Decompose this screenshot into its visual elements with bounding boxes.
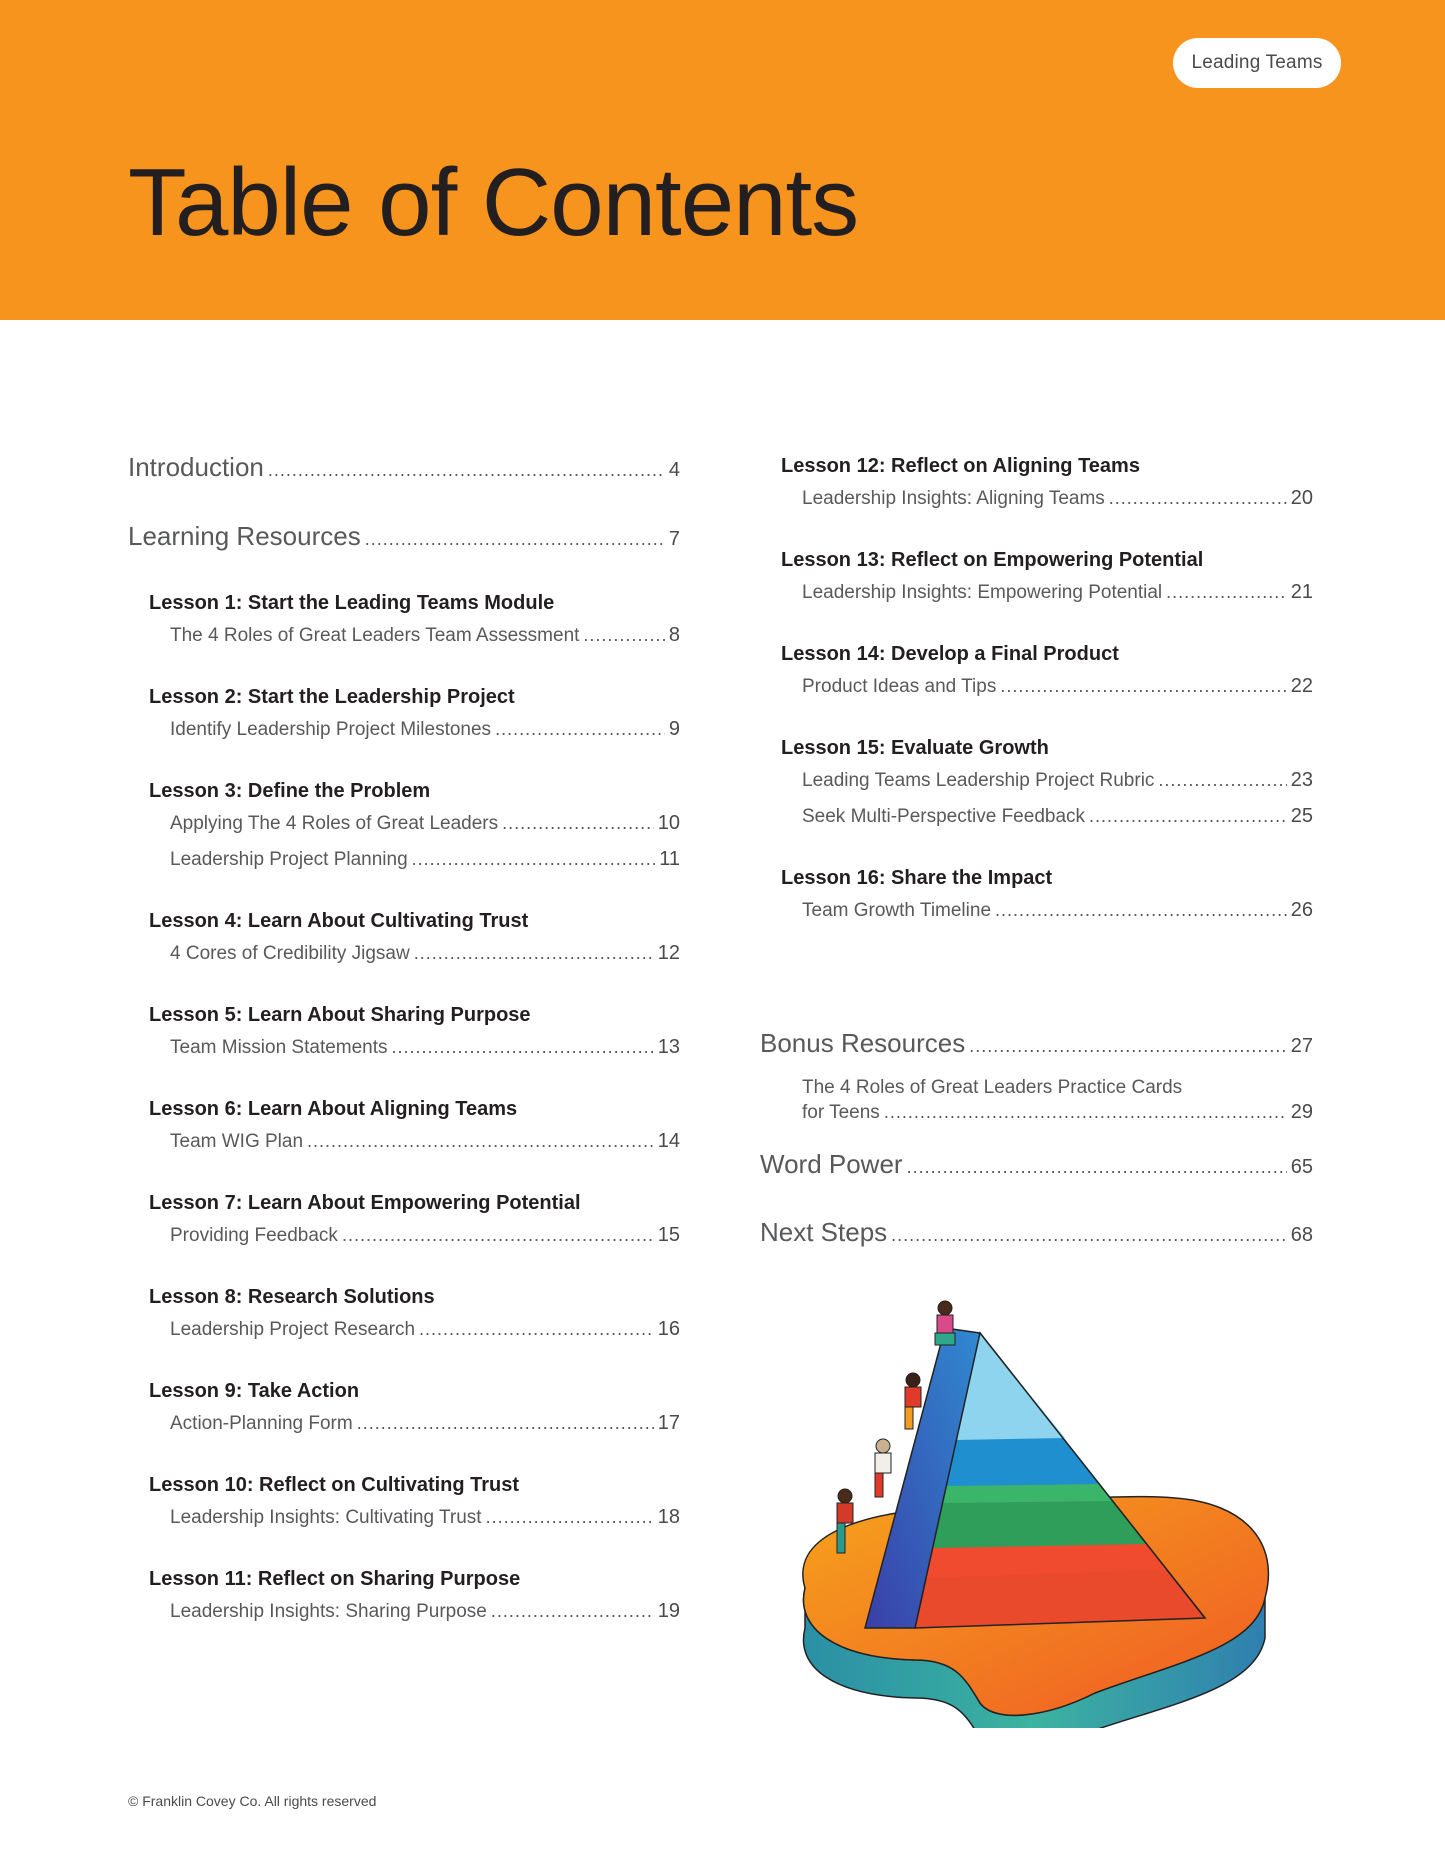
dot-leader <box>1089 798 1287 834</box>
toc-entry-bonus-resources[interactable] <box>760 1028 1313 1062</box>
toc-entry-label-line2: for Teens <box>802 1102 880 1123</box>
lesson-heading[interactable]: Lesson 16: Share the Impact <box>781 867 1053 889</box>
lesson-heading[interactable]: Lesson 1: Start the Leading Teams Module <box>149 592 555 614</box>
toc-sub-entry[interactable] <box>760 798 1313 834</box>
page-title: Table of Contents <box>128 149 859 256</box>
dot-leader <box>412 841 656 877</box>
toc-page-number: 12 <box>657 942 680 964</box>
toc-page-number: 25 <box>1290 805 1313 827</box>
toc-entry-next-steps[interactable] <box>760 1217 1313 1251</box>
toc-page-number: 19 <box>657 1600 680 1622</box>
toc-entry-label: Leadership Insights: Empowering Potential <box>802 582 1163 603</box>
dot-leader <box>969 1036 1287 1057</box>
lesson-heading[interactable]: Lesson 14: Develop a Final Product <box>781 643 1119 665</box>
dot-leader <box>1000 668 1286 704</box>
toc-sub-entry[interactable] <box>760 574 1313 610</box>
toc-page-number: 13 <box>657 1036 680 1058</box>
toc-page-number: 10 <box>657 812 680 834</box>
dot-leader <box>1166 574 1287 610</box>
copyright-footer: © Franklin Covey Co. All rights reserved <box>128 1793 377 1809</box>
toc-page-number: 14 <box>657 1130 680 1152</box>
toc-page-number: 9 <box>668 718 680 740</box>
toc-sub-entry[interactable] <box>128 1499 680 1535</box>
dot-leader <box>891 1225 1287 1246</box>
header-banner <box>0 0 1445 320</box>
toc-page-number: 29 <box>1290 1101 1313 1123</box>
toc-page-number: 22 <box>1290 675 1313 697</box>
dot-leader <box>583 617 664 653</box>
toc-page-number: 17 <box>657 1412 680 1434</box>
toc-entry-introduction[interactable] <box>128 452 680 486</box>
toc-sub-entry[interactable] <box>128 805 680 841</box>
dot-leader <box>884 1100 1287 1124</box>
lesson-heading[interactable]: Lesson 10: Reflect on Cultivating Trust <box>149 1474 520 1496</box>
lesson-heading[interactable]: Lesson 12: Reflect on Aligning Teams <box>781 455 1140 477</box>
toc-entry-label: Learning Resources <box>128 521 361 551</box>
dot-leader <box>995 892 1287 928</box>
toc-entry-label: Action-Planning Form <box>170 1413 353 1434</box>
toc-sub-entry[interactable] <box>128 1217 680 1253</box>
toc-entry-label: Leadership Project Research <box>170 1319 416 1340</box>
dot-leader <box>907 1157 1287 1178</box>
dot-leader <box>307 1123 654 1159</box>
toc-entry-label: Leadership Insights: Cultivating Trust <box>170 1507 482 1528</box>
toc-entry-label: Leadership Project Planning <box>170 849 408 870</box>
toc-entry-label: Team WIG Plan <box>170 1131 304 1152</box>
dot-leader <box>414 935 654 971</box>
lesson-heading[interactable]: Lesson 6: Learn About Aligning Teams <box>149 1098 518 1120</box>
toc-entry-word-power[interactable] <box>760 1149 1313 1183</box>
toc-entry-label: Leading Teams Leadership Project Rubric <box>802 770 1155 791</box>
toc-page-number: 26 <box>1290 899 1313 921</box>
dot-leader <box>419 1311 654 1347</box>
dot-leader <box>1109 480 1287 516</box>
toc-page-number: 15 <box>657 1224 680 1246</box>
toc-page-number: 20 <box>1290 487 1313 509</box>
toc-entry-label: Identify Leadership Project Milestones <box>170 719 492 740</box>
lesson-heading[interactable]: Lesson 4: Learn About Cultivating Trust <box>149 910 529 932</box>
toc-page-number: 68 <box>1290 1224 1313 1246</box>
toc-entry-label: 4 Cores of Credibility Jigsaw <box>170 943 410 964</box>
lesson-heading[interactable]: Lesson 3: Define the Problem <box>149 780 431 802</box>
lesson-heading[interactable]: Lesson 11: Reflect on Sharing Purpose <box>149 1568 521 1590</box>
toc-sub-entry[interactable] <box>760 480 1313 516</box>
toc-entry-label: Word Power <box>760 1149 903 1179</box>
toc-entry-label: Applying The 4 Roles of Great Leaders <box>170 813 499 834</box>
dot-leader <box>357 1405 654 1441</box>
toc-entry-label: Leadership Insights: Aligning Teams <box>802 488 1105 509</box>
toc-sub-entry[interactable] <box>760 762 1313 798</box>
toc-entry-label: Next Steps <box>760 1217 888 1247</box>
toc-page-number: 21 <box>1290 581 1313 603</box>
dot-leader <box>392 1029 654 1065</box>
dot-leader <box>491 1593 654 1629</box>
lesson-heading[interactable]: Lesson 13: Reflect on Empowering Potential <box>781 549 1204 571</box>
toc-page-number: 8 <box>668 624 680 646</box>
lesson-heading[interactable]: Lesson 2: Start the Leadership Project <box>149 686 515 708</box>
toc-entry-practice-cards[interactable] <box>760 1076 1313 1125</box>
toc-entry-label-line1: The 4 Roles of Great Leaders Practice Cards <box>802 1077 1183 1098</box>
toc-page-number: 27 <box>1290 1035 1313 1057</box>
toc-sub-entry[interactable] <box>128 841 680 877</box>
toc-sub-entry[interactable] <box>128 935 680 971</box>
toc-page-number: 23 <box>1290 769 1313 791</box>
toc-sub-entry[interactable] <box>128 711 680 747</box>
toc-page-number: 65 <box>1290 1156 1313 1178</box>
lesson-heading[interactable]: Lesson 5: Learn About Sharing Purpose <box>149 1004 531 1026</box>
dot-leader <box>342 1217 654 1253</box>
toc-page-number: 11 <box>659 848 680 870</box>
toc-sub-entry[interactable] <box>128 617 680 653</box>
dot-leader <box>1158 762 1286 798</box>
lesson-heading[interactable]: Lesson 8: Research Solutions <box>149 1286 435 1308</box>
dot-leader <box>268 460 665 481</box>
toc-page-number: 18 <box>657 1506 680 1528</box>
toc-entry-label: Seek Multi-Perspective Feedback <box>802 806 1086 827</box>
toc-left-column <box>128 452 680 1629</box>
lesson-heading[interactable]: Lesson 9: Take Action <box>149 1380 360 1402</box>
toc-page-number: 16 <box>657 1318 680 1340</box>
toc-entry-label: Providing Feedback <box>170 1225 338 1246</box>
toc-entry-learning-resources[interactable] <box>128 521 680 555</box>
toc-sub-entry[interactable] <box>128 1311 680 1347</box>
toc-sub-entry[interactable] <box>128 1405 680 1441</box>
dot-leader <box>486 1499 654 1535</box>
toc-sub-entry[interactable] <box>760 668 1313 704</box>
toc-page-number: 7 <box>668 528 680 550</box>
toc-sub-entry[interactable] <box>128 1123 680 1159</box>
toc-entry-label: Product Ideas and Tips <box>802 676 997 697</box>
toc-entry-label: Leadership Insights: Sharing Purpose <box>170 1601 487 1622</box>
toc-page-number: 4 <box>668 459 680 481</box>
toc-sub-entry[interactable] <box>760 892 1313 928</box>
toc-sub-entry[interactable] <box>128 1593 680 1629</box>
dot-leader <box>502 805 654 841</box>
toc-entry-label: Team Growth Timeline <box>802 900 992 921</box>
toc-sub-entry[interactable] <box>128 1029 680 1065</box>
toc-entry-label: Introduction <box>128 452 264 482</box>
toc-right-column <box>760 452 1313 1251</box>
module-tag: Leading Teams <box>1173 38 1341 88</box>
toc-entry-label: Bonus Resources <box>760 1028 966 1058</box>
lesson-heading[interactable]: Lesson 15: Evaluate Growth <box>781 737 1049 759</box>
dot-leader <box>365 529 665 550</box>
lesson-heading[interactable]: Lesson 7: Learn About Empowering Potential <box>149 1192 581 1214</box>
pyramid-climbers-illustration <box>795 1298 1275 1728</box>
toc-entry-label: Team Mission Statements <box>170 1037 388 1058</box>
dot-leader <box>495 711 665 747</box>
toc-entry-label: The 4 Roles of Great Leaders Team Assessment <box>170 625 580 646</box>
